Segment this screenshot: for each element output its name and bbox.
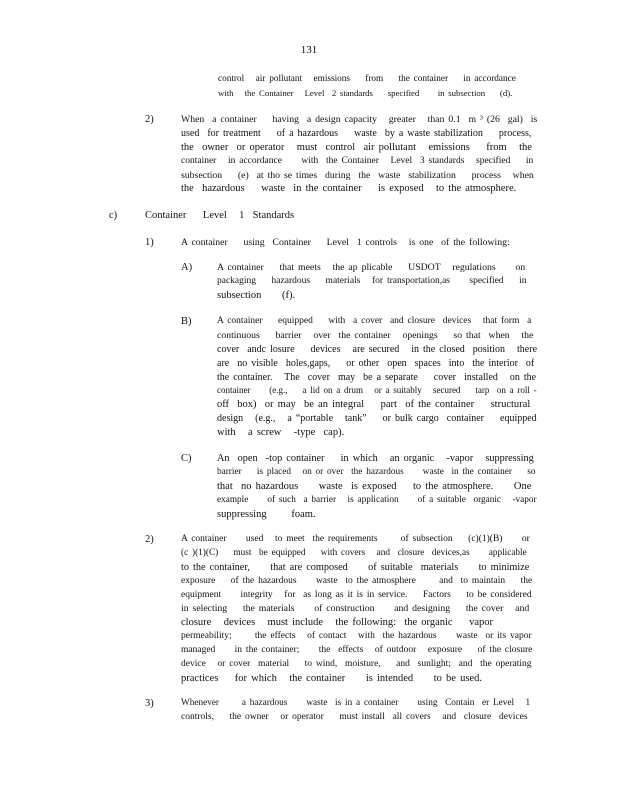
section-label: c): [109, 210, 118, 221]
item-label: 3): [145, 698, 154, 709]
paragraph-c-1-B: [217, 315, 537, 440]
text-line: exposure of the hazardous waste to the atmosphere and to maintain the: [181, 575, 533, 586]
item-label: 1): [145, 237, 154, 248]
text-line: to the container, that are composed of suitable materials to minimize: [181, 561, 530, 573]
text-line: are no visible holes,gaps, or other open spaces into the interior of: [217, 357, 535, 369]
text-line: equipment integrity for as long as it is in service. Factors to be considered: [181, 589, 532, 600]
text-line: When a container having a design capacity greater than 0.1 m ³ (26 gal) is: [181, 114, 538, 125]
text-line: with a screw -type cap).: [217, 427, 345, 439]
text-line: subsection (f).: [217, 289, 296, 301]
item-label: C): [181, 453, 192, 464]
paragraph-c-3: [181, 697, 531, 725]
text-line: A container equipped with a cover and closure devices that form a: [217, 316, 532, 326]
paragraph-c-1-C: [217, 452, 539, 521]
text-line: with the Container Level 2 standards specified in subsection (d).: [218, 87, 513, 98]
item-label: 2): [145, 114, 154, 125]
text-line: used for treatment of a hazardous waste by a waste stabilization process,: [181, 127, 532, 139]
text-line: An open -top container in which an organic -vapor suppressing: [217, 453, 534, 464]
paragraph-c-2: [181, 533, 533, 686]
text-line: A container that meets the ap plicable USDOT regulations on: [217, 262, 526, 273]
item-label: A): [181, 262, 193, 273]
text-line: in selecting the materials of construction and designing the cover and: [181, 603, 530, 615]
text-line: example of such a barrier is application of a suitable organic -vapor: [217, 494, 537, 505]
text-line: closure devices must include the following: the organic vapor: [181, 617, 493, 629]
text-line: packaging hazardous materials for transportation,as specified in: [217, 275, 527, 286]
text-line: that no hazardous waste is exposed to the atmosphere. One: [217, 480, 532, 492]
text-line: container in accordance with the Container Level 3 standards specified in: [181, 155, 534, 166]
text-line: cover andc losure devices are secured in the closed position there: [217, 343, 538, 355]
text-line: permeability; the effects of contact with the hazardous waste or its vapor: [181, 631, 532, 642]
text-line: container (e.g., a lid on a drum or a suitably secured tarp on a roll -: [217, 385, 537, 396]
text-line: subsection (e) at tho se times during the waste stabilization process when: [181, 169, 534, 181]
page-number: 131: [300, 44, 318, 56]
intro-paragraph: [218, 73, 516, 101]
text-line: the hazardous waste in the container is exposed to the atmosphere.: [181, 183, 517, 195]
text-line: A container using Container Level 1 controls is one of the following:: [181, 237, 510, 248]
text-line: A container used to meet the requirements of subsection (c)(1)(B) or: [181, 534, 530, 544]
text-line: practices for which the container is intended to be used.: [181, 672, 482, 684]
text-line: suppressing foam.: [217, 508, 316, 520]
text-line: design (e.g., a “portable tank” or bulk cargo container equipped: [217, 413, 537, 425]
text-line: controls, the owner or operator must install all covers and closure devices: [181, 711, 528, 722]
text-line: barrier is placed on or over the hazardous waste in the container so: [217, 466, 536, 477]
paragraph-c-1: [181, 236, 511, 250]
text-line: the container. The cover may be a separate cover installed on the: [217, 371, 537, 383]
text-line: device or cover material to wind, moisture, and sunlight; and the operating: [181, 659, 532, 670]
text-line: control air pollutant emissions from the container in accordance: [218, 74, 516, 84]
text-line: the owner or operator must control air pollutant emissions from the: [181, 141, 532, 153]
section-title: Container Level 1 Standards: [145, 210, 295, 221]
text-line: off box) or may be an integral part of the container structural: [217, 399, 531, 411]
item-label: 2): [145, 534, 154, 545]
text-line: managed in the container; the effects of outdoor exposure of the closure: [181, 645, 533, 656]
paragraph-item-2: [181, 113, 537, 196]
text-line: Whenever a hazardous waste is in a container using Contain er Level 1: [181, 698, 531, 708]
paragraph-c-1-A: [217, 261, 527, 303]
text-line: continuous barrier over the container openings so that when the: [217, 329, 534, 341]
text-line: (c )(1)(C) must be equipped with covers and closure devices,as applicable: [181, 547, 527, 558]
item-label: B): [181, 316, 192, 327]
